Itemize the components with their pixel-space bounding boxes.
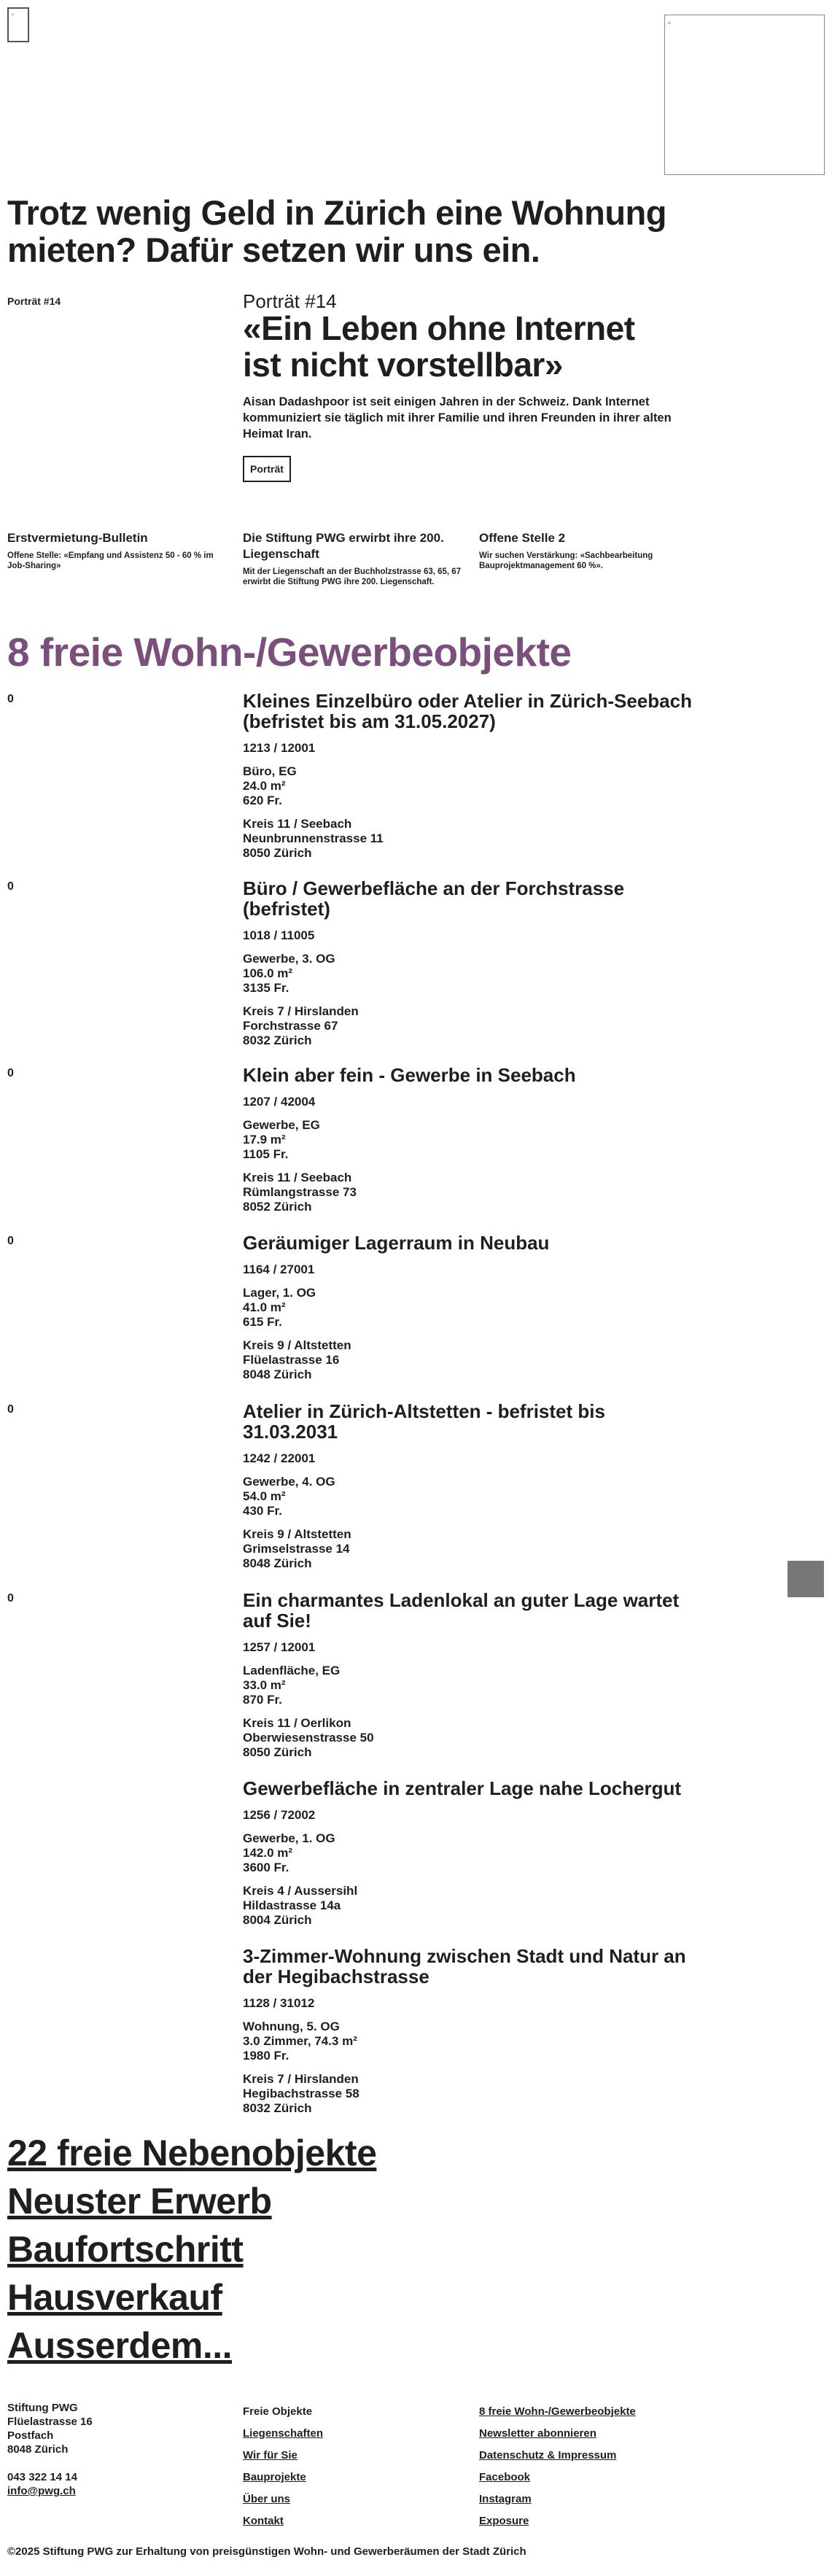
listing-item[interactable]	[243, 1065, 695, 1214]
listing-type: Gewerbe, 1. OG	[243, 1831, 335, 1845]
listing-title[interactable]: Kleines Einzelbüro oder Atelier in Zürich-Seebach (befristet bis am 31.05.2027)	[243, 690, 692, 732]
footer-nav-freie-objekte[interactable]: Freie Objekte	[243, 2405, 313, 2418]
listing-title[interactable]: Gewerbefläche in zentraler Lage nahe Lochergut	[243, 1777, 682, 1799]
listing-city: 8032 Zürich	[243, 1033, 312, 1047]
link-nebenobjekte[interactable]: 22 freie Nebenobjekte	[7, 2133, 377, 2173]
footer-phone: 043 322 14 14	[7, 2471, 77, 2483]
listing-image-count: 0	[7, 1592, 14, 1605]
page-title: Trotz wenig Geld in Zürich eine Wohnung mieten? Dafür setzen wir uns ein.	[7, 193, 666, 269]
listing-id: 1164 / 27001	[243, 1262, 315, 1276]
listing-size: 41.0 m²	[243, 1300, 286, 1314]
footer-links	[479, 2401, 636, 2532]
link-neuster-erwerb[interactable]: Neuster Erwerb	[7, 2181, 272, 2222]
listing-district: Kreis 9 / Altstetten	[243, 1338, 351, 1352]
news-title[interactable]: Erstvermietung-Bulletin	[7, 531, 148, 545]
listing-size: 106.0 m²	[243, 966, 293, 980]
broken-image-icon: ▫	[12, 11, 15, 19]
listing-title[interactable]: Ein charmantes Ladenlokal an guter Lage wartet auf Sie!	[243, 1589, 680, 1632]
listing-city: 8032 Zürich	[243, 2101, 312, 2115]
portrait-text: Aisan Dadashpoor ist seit einigen Jahren in der Schweiz. Dank Internet kommuniziert sie täglich mit ihrer Familie und ihren Freunden in ihrer alten Heimat Iran.	[243, 395, 672, 441]
news-text: Offene Stelle: «Empfang und Assistenz 50 - 60 % im Job-Sharing»	[7, 551, 214, 570]
footer-address	[7, 2401, 93, 2498]
copyright: ©2025 Stiftung PWG zur Erhaltung von preisgünstigen Wohn- und Gewerberäumen der Stadt Zürich	[7, 2545, 526, 2558]
footer-email-link[interactable]: info@pwg.ch	[7, 2485, 76, 2497]
news-item[interactable]	[243, 530, 462, 587]
footer-link-facebook[interactable]: Facebook	[479, 2471, 531, 2483]
listing-street: Forchstrasse 67	[243, 1019, 338, 1033]
listing-size: 33.0 m²	[243, 1678, 286, 1692]
news-text: Wir suchen Verstärkung: «Sachbearbeitung Bauprojektmanagement 60 %».	[479, 551, 653, 570]
listing-district: Kreis 7 / Hirslanden	[243, 2072, 359, 2086]
footer-link-newsletter[interactable]: Newsletter abonnieren	[479, 2427, 596, 2440]
footer-city: 8048 Zürich	[7, 2443, 69, 2456]
footer-nav	[243, 2401, 323, 2532]
listing-street: Rümlangstrasse 73	[243, 1185, 357, 1199]
listing-item[interactable]	[243, 1233, 695, 1382]
listing-type: Gewerbe, 3. OG	[243, 952, 335, 966]
listing-district: Kreis 11 / Seebach	[243, 1171, 352, 1184]
listing-street: Flüelastrasse 16	[243, 1353, 340, 1367]
listing-type: Ladenfläche, EG	[243, 1664, 341, 1677]
footer-nav-liegenschaften[interactable]: Liegenschaften	[243, 2427, 324, 2440]
listing-type: Gewerbe, EG	[243, 1118, 320, 1132]
link-baufortschritt[interactable]: Baufortschritt	[7, 2229, 244, 2270]
listing-district: Kreis 11 / Seebach	[243, 817, 352, 831]
listing-image-count: 0	[7, 693, 14, 705]
listing-type: Lager, 1. OG	[243, 1286, 316, 1300]
listing-title[interactable]: 3-Zimmer-Wohnung zwischen Stadt und Natur an der Hegibachstrasse	[243, 1945, 686, 1987]
listing-district: Kreis 9 / Altstetten	[243, 1527, 351, 1541]
portrait-button[interactable]: Porträt	[243, 456, 291, 482]
footer-nav-wir-fuer-sie[interactable]: Wir für Sie	[243, 2449, 298, 2461]
listing-price: 870 Fr.	[243, 1693, 282, 1707]
listing-city: 8048 Zürich	[243, 1556, 312, 1570]
listing-type: Gewerbe, 4. OG	[243, 1475, 335, 1489]
news-title[interactable]: Offene Stelle 2	[479, 531, 566, 545]
listing-id: 1128 / 31012	[243, 1996, 315, 2010]
footer-nav-kontakt[interactable]: Kontakt	[243, 2515, 284, 2527]
broken-image-icon: ▫	[668, 18, 672, 28]
listing-size: 142.0 m²	[243, 1846, 293, 1860]
listing-item[interactable]	[243, 1401, 695, 1571]
listing-item[interactable]	[243, 878, 695, 1048]
footer-link-datenschutz[interactable]: Datenschutz & Impressum	[479, 2449, 617, 2461]
listing-size: 3.0 Zimmer, 74.3 m²	[243, 2034, 357, 2048]
footer-link-freie-objekte[interactable]: 8 freie Wohn-/Gewerbeobjekte	[479, 2405, 636, 2418]
listing-street: Hildastrasse 14a	[243, 1898, 341, 1912]
news-item[interactable]	[479, 530, 698, 571]
footer-postbox: Postfach	[7, 2429, 54, 2442]
listing-size: 17.9 m²	[243, 1133, 286, 1147]
listing-type: Büro, EG	[243, 764, 297, 778]
listing-title[interactable]: Atelier in Zürich-Altstetten - befristet bis 31.03.2031	[243, 1400, 605, 1443]
listing-id: 1018 / 11005	[243, 928, 315, 942]
listing-city: 8050 Zürich	[243, 1745, 312, 1759]
listing-id: 1242 / 22001	[243, 1451, 316, 1465]
listing-city: 8048 Zürich	[243, 1367, 312, 1381]
listing-id: 1256 / 72002	[243, 1808, 316, 1822]
listing-item[interactable]	[243, 1946, 695, 2116]
listing-district: Kreis 4 / Aussersihl	[243, 1884, 358, 1898]
listing-price: 430 Fr.	[243, 1504, 282, 1518]
listing-street: Grimselstrasse 14	[243, 1542, 350, 1556]
footer-link-instagram[interactable]: Instagram	[479, 2493, 532, 2505]
listing-price: 620 Fr.	[243, 794, 282, 807]
link-hausverkauf[interactable]: Hausverkauf	[7, 2277, 222, 2318]
listing-title[interactable]: Büro / Gewerbefläche an der Forchstrasse (befristet)	[243, 877, 625, 920]
listing-price: 3600 Fr.	[243, 1861, 289, 1874]
listing-district: Kreis 7 / Hirslanden	[243, 1004, 359, 1018]
link-ausserdem[interactable]: Ausserdem...	[7, 2325, 233, 2366]
footer-street: Flüelastrasse 16	[7, 2416, 93, 2428]
footer-nav-ueber-uns[interactable]: Über uns	[243, 2493, 291, 2505]
news-title[interactable]: Die Stiftung PWG erwirbt ihre 200. Liegenschaft	[243, 531, 444, 561]
listing-price: 3135 Fr.	[243, 981, 289, 995]
news-text: Mit der Liegenschaft an der Buchholzstrasse 63, 65, 67 erwirbt die Stiftung PWG ihre 200. Liegenschaft.	[243, 567, 462, 586]
listing-street: Oberwiesenstrasse 50	[243, 1731, 374, 1745]
portrait-quote[interactable]: «Ein Leben ohne Internet ist nicht vorstellbar»	[243, 309, 635, 384]
listing-title[interactable]: Geräumiger Lagerraum in Neubau	[243, 1232, 550, 1254]
hero-image	[664, 15, 825, 175]
portrait-side-label: Porträt #14	[7, 295, 61, 307]
listing-size: 24.0 m²	[243, 779, 286, 793]
listing-image-count: 0	[7, 1403, 14, 1416]
scroll-top-button[interactable]	[788, 1561, 824, 1597]
listing-city: 8004 Zürich	[243, 1913, 312, 1927]
listing-price: 1105 Fr.	[243, 1147, 289, 1161]
listing-city: 8052 Zürich	[243, 1200, 312, 1214]
listing-id: 1213 / 12001	[243, 741, 316, 755]
listing-city: 8050 Zürich	[243, 846, 312, 860]
listings-heading: 8 freie Wohn-/Gewerbeobjekte	[7, 629, 572, 675]
footer-org: Stiftung PWG	[7, 2402, 78, 2414]
listing-item[interactable]	[243, 691, 695, 861]
listing-title[interactable]: Klein aber fein - Gewerbe in Seebach	[243, 1064, 576, 1086]
listing-image-count: 0	[7, 880, 14, 893]
logo-image[interactable]	[7, 7, 29, 42]
listing-item[interactable]	[243, 1778, 695, 1928]
listing-image-count: 0	[7, 1235, 14, 1247]
listing-price: 1980 Fr.	[243, 2049, 289, 2063]
listing-size: 54.0 m²	[243, 1489, 286, 1503]
listing-street: Hegibachstrasse 58	[243, 2087, 359, 2100]
listing-price: 615 Fr.	[243, 1315, 282, 1329]
listing-district: Kreis 11 / Oerlikon	[243, 1716, 351, 1730]
listing-street: Neunbrunnenstrasse 11	[243, 831, 384, 845]
listing-id: 1207 / 42004	[243, 1095, 316, 1109]
listing-item[interactable]	[243, 1590, 695, 1760]
footer-link-exposure[interactable]: Exposure	[479, 2515, 529, 2527]
listing-image-count: 0	[7, 1067, 14, 1079]
news-item[interactable]	[7, 530, 226, 571]
listing-type: Wohnung, 5. OG	[243, 2020, 340, 2033]
listing-id: 1257 / 12001	[243, 1640, 316, 1654]
footer-nav-bauprojekte[interactable]: Bauprojekte	[243, 2471, 306, 2483]
portrait-kicker: Porträt #14	[243, 290, 337, 312]
